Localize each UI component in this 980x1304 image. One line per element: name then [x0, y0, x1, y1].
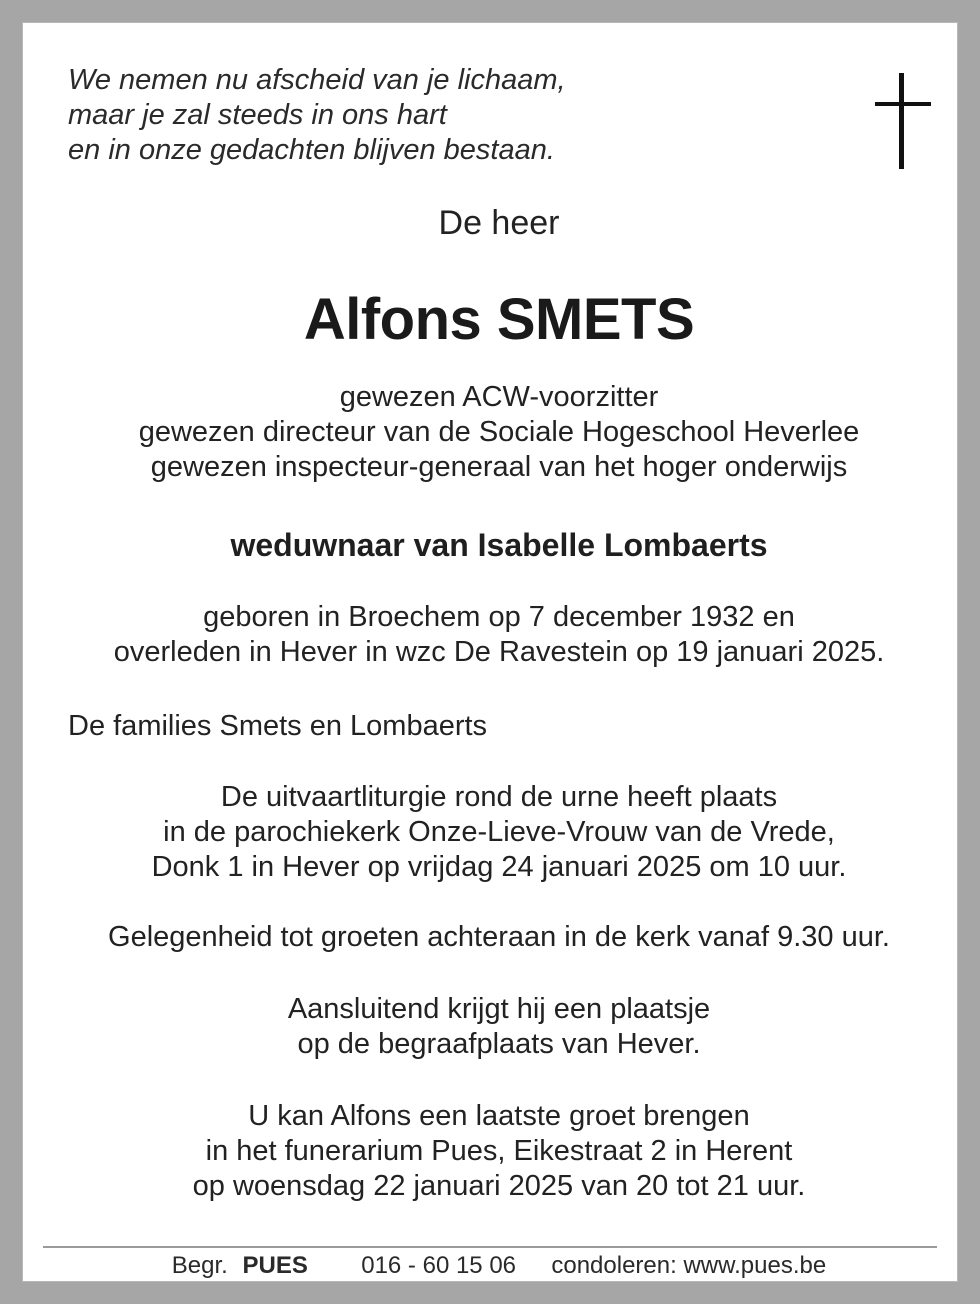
- poem: [68, 63, 566, 168]
- footer-phone: 016 - 60 15 06: [361, 1252, 517, 1279]
- burial-line-1: Aansluitend krijgt hij een plaatsje: [287, 993, 711, 1025]
- burial-info: [23, 992, 975, 1062]
- footer-divider: [43, 1246, 937, 1248]
- visit-line-1: U kan Alfons een laatste groet brengen: [248, 1100, 750, 1132]
- footer-condolence-link[interactable]: condoleren: www.pues.be: [551, 1252, 827, 1279]
- salutation: De heer: [438, 204, 560, 242]
- card-content: [22, 22, 958, 1282]
- service-line-1: De uitvaartliturgie rond de urne heeft plaats: [220, 781, 778, 813]
- widower-of: weduwnaar van Isabelle Lombaerts: [230, 527, 768, 563]
- burial-line-2: op de begraafplaats van Hever.: [297, 1028, 701, 1060]
- footer-company: PUES: [242, 1252, 308, 1279]
- role-line: gewezen directeur van de Sociale Hogeschool Heverlee: [138, 416, 860, 448]
- visitation-info: [23, 1099, 975, 1204]
- role-line: gewezen inspecteur-generaal van het hoger onderwijs: [150, 451, 848, 483]
- cross-icon: [875, 73, 931, 169]
- visit-line-3: op woensdag 22 januari 2025 van 20 tot 21 uur.: [192, 1170, 806, 1202]
- footer-prefix: Begr.: [171, 1252, 228, 1279]
- poem-line-1: We nemen nu afscheid van je lichaam,: [68, 64, 566, 96]
- poem-line-3: en in onze gedachten blijven bestaan.: [68, 134, 555, 166]
- footer: [23, 1251, 975, 1281]
- service-line-3: Donk 1 in Hever op vrijdag 24 januari 2025 om 10 uur.: [151, 851, 847, 883]
- deceased-name: Alfons SMETS: [303, 287, 695, 352]
- death-line: overleden in Hever in wzc De Ravestein op 19 januari 2025.: [113, 636, 885, 668]
- poem-line-2: maar je zal steeds in ons hart: [68, 99, 447, 131]
- role-line: gewezen ACW-voorzitter: [339, 381, 659, 413]
- visit-line-2: in het funerarium Pues, Eikestraat 2 in Herent: [205, 1135, 793, 1167]
- greeting-info: Gelegenheid tot groeten achteraan in de kerk vanaf 9.30 uur.: [108, 921, 890, 953]
- life-dates: [23, 600, 975, 670]
- service-line-2: in de parochiekerk Onze-Lieve-Vrouw van de Vrede,: [163, 816, 835, 848]
- funeral-service: [23, 780, 975, 885]
- roles: [23, 380, 975, 485]
- families: De families Smets en Lombaerts: [68, 710, 488, 742]
- birth-line: geboren in Broechem op 7 december 1932 en: [203, 601, 795, 633]
